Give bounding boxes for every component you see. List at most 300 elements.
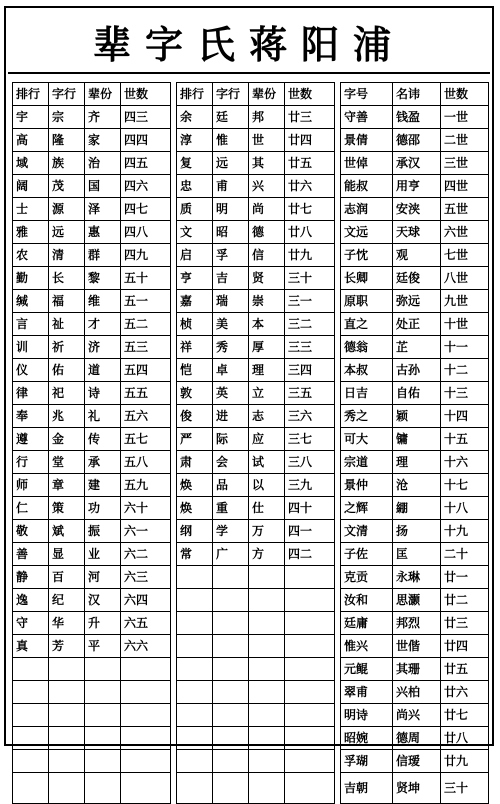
table-cell: [249, 681, 285, 704]
table-cell: 启: [177, 244, 213, 267]
table-cell: 族: [49, 152, 85, 175]
table-cell: 域: [13, 152, 49, 175]
table-cell: 真: [13, 635, 49, 658]
table-cell: 英: [213, 382, 249, 405]
table-cell: [213, 612, 249, 635]
table-cell: 十六: [441, 451, 489, 474]
table-cell: 十世: [441, 313, 489, 336]
table-cell: 子忱: [341, 244, 393, 267]
table-cell: 廿六: [285, 175, 335, 198]
table-row: [13, 520, 489, 543]
table-cell: 直之: [341, 313, 393, 336]
table-cell: [121, 681, 171, 704]
table-cell: 沧: [393, 474, 441, 497]
table-cell: [285, 658, 335, 681]
table-cell: 志润: [341, 198, 393, 221]
table-cell: 群: [85, 244, 121, 267]
table-cell: 传: [85, 428, 121, 451]
table-cell: [13, 704, 49, 727]
table-cell: [49, 658, 85, 681]
table-cell: 十二: [441, 359, 489, 382]
table-cell: [249, 773, 285, 804]
table-cell: 四九: [121, 244, 171, 267]
table-cell: 景倩: [341, 129, 393, 152]
table-cell: 瑞: [213, 290, 249, 313]
table-cell: 德翁: [341, 336, 393, 359]
table-cell: 嘉: [177, 290, 213, 313]
table-cell: 信: [249, 244, 285, 267]
table-cell: 守: [13, 612, 49, 635]
table-cell: 廿一: [441, 566, 489, 589]
table-cell: [85, 750, 121, 773]
table-cell: 训: [13, 336, 49, 359]
table-cell: 尚兴: [393, 704, 441, 727]
table-cell: [49, 773, 85, 804]
table-cell: 八世: [441, 267, 489, 290]
table-cell: 言: [13, 313, 49, 336]
table-cell: [177, 612, 213, 635]
table-cell: [13, 658, 49, 681]
table-cell: 甫: [213, 175, 249, 198]
table-cell: 昭: [213, 221, 249, 244]
table-cell: 严: [177, 428, 213, 451]
table-cell: 子佐: [341, 543, 393, 566]
table-cell: 才: [85, 313, 121, 336]
table-cell: [13, 727, 49, 750]
column-header: 世数: [285, 83, 335, 106]
table-cell: 明诗: [341, 704, 393, 727]
table-cell: 六五: [121, 612, 171, 635]
table-cell: [177, 566, 213, 589]
table-cell: 士: [13, 198, 49, 221]
table-cell: 廿五: [441, 658, 489, 681]
table-cell: 升: [85, 612, 121, 635]
table-cell: 德邵: [393, 129, 441, 152]
table-cell: 五十: [121, 267, 171, 290]
table-cell: 五四: [121, 359, 171, 382]
table-cell: 美: [213, 313, 249, 336]
table-cell: 匡: [393, 543, 441, 566]
table-cell: 俊: [177, 405, 213, 428]
table-cell: 律: [13, 382, 49, 405]
table-cell: 廿四: [441, 635, 489, 658]
table-row: [13, 290, 489, 313]
table-cell: 振: [85, 520, 121, 543]
table-cell: 六六: [121, 635, 171, 658]
table-cell: 处正: [393, 313, 441, 336]
table-cell: 廿三: [441, 612, 489, 635]
table-cell: 敦: [177, 382, 213, 405]
table-cell: [285, 681, 335, 704]
table-cell: 三十: [285, 267, 335, 290]
table-cell: 本叔: [341, 359, 393, 382]
table-cell: [285, 773, 335, 804]
table-cell: 世偕: [393, 635, 441, 658]
table-cell: 复: [177, 152, 213, 175]
table-cell: 四七: [121, 198, 171, 221]
table-cell: 仕: [249, 497, 285, 520]
table-cell: 三八: [285, 451, 335, 474]
table-row: [13, 244, 489, 267]
table-cell: 农: [13, 244, 49, 267]
table-cell: 五九: [121, 474, 171, 497]
table-cell: 元鲲: [341, 658, 393, 681]
table-row: [13, 405, 489, 428]
table-cell: 应: [249, 428, 285, 451]
table-cell: 三六: [285, 405, 335, 428]
table-cell: 四二: [285, 543, 335, 566]
column-header: 排行: [13, 83, 49, 106]
table-cell: [121, 658, 171, 681]
table-cell: [177, 773, 213, 804]
table-cell: 五二: [121, 313, 171, 336]
genealogy-table: [12, 82, 489, 804]
table-cell: [213, 750, 249, 773]
table-cell: 师: [13, 474, 49, 497]
table-cell: 承汉: [393, 152, 441, 175]
table-cell: 贤坤: [393, 773, 441, 804]
table-row: [13, 497, 489, 520]
table-cell: 吉: [213, 267, 249, 290]
table-row: [13, 451, 489, 474]
table-cell: 长: [49, 267, 85, 290]
table-cell: 章: [49, 474, 85, 497]
table-cell: 承: [85, 451, 121, 474]
table-row: [13, 727, 489, 750]
table-cell: [213, 681, 249, 704]
table-row: [13, 175, 489, 198]
table-cell: 汉: [85, 589, 121, 612]
table-cell: [249, 612, 285, 635]
table-cell: 十四: [441, 405, 489, 428]
table-cell: 贤: [249, 267, 285, 290]
table-cell: 三五: [285, 382, 335, 405]
table-cell: 济: [85, 336, 121, 359]
header-row: [13, 83, 489, 106]
table-cell: [85, 727, 121, 750]
table-cell: 桢: [177, 313, 213, 336]
table-row: [13, 566, 489, 589]
table-cell: 廿六: [441, 681, 489, 704]
table-row: [13, 152, 489, 175]
table-cell: 华: [49, 612, 85, 635]
table-cell: [285, 589, 335, 612]
table-cell: 自佑: [393, 382, 441, 405]
table-cell: 十九: [441, 520, 489, 543]
genealogy-page: [4, 6, 494, 795]
table-cell: 扬: [393, 520, 441, 543]
table-cell: 之辉: [341, 497, 393, 520]
table-cell: 六十: [121, 497, 171, 520]
table-cell: 逸: [13, 589, 49, 612]
table-cell: 道: [85, 359, 121, 382]
table-cell: 方: [249, 543, 285, 566]
table-cell: 三七: [285, 428, 335, 451]
table-cell: 清: [49, 244, 85, 267]
table-cell: 可大: [341, 428, 393, 451]
table-row: [13, 428, 489, 451]
table-cell: 五一: [121, 290, 171, 313]
table-cell: 廿二: [441, 589, 489, 612]
table-cell: [249, 727, 285, 750]
table-cell: 福: [49, 290, 85, 313]
table-cell: [177, 750, 213, 773]
table-cell: 廿九: [285, 244, 335, 267]
column-header: 字行: [213, 83, 249, 106]
table-cell: 信瑷: [393, 750, 441, 773]
table-cell: 六一: [121, 520, 171, 543]
table-cell: 河: [85, 566, 121, 589]
table-cell: 惠: [85, 221, 121, 244]
table-cell: 文清: [341, 520, 393, 543]
table-cell: 佑: [49, 359, 85, 382]
table-cell: [213, 658, 249, 681]
column-header: 世数: [121, 83, 171, 106]
table-cell: 钱盈: [393, 106, 441, 129]
table-cell: [85, 773, 121, 804]
table-cell: 广: [213, 543, 249, 566]
table-cell: 五五: [121, 382, 171, 405]
table-cell: 策: [49, 497, 85, 520]
column-header: 字号: [341, 83, 393, 106]
table-cell: 雅: [13, 221, 49, 244]
table-cell: 汝和: [341, 589, 393, 612]
table-cell: 崇: [249, 290, 285, 313]
table-cell: 堂: [49, 451, 85, 474]
table-cell: 惟兴: [341, 635, 393, 658]
table-cell: 三三: [285, 336, 335, 359]
table-cell: 能叔: [341, 175, 393, 198]
table-cell: 百: [49, 566, 85, 589]
table-cell: 安浃: [393, 198, 441, 221]
table-cell: [213, 635, 249, 658]
table-cell: 思灏: [393, 589, 441, 612]
table-cell: 斌: [49, 520, 85, 543]
table-cell: 缄: [13, 290, 49, 313]
table-cell: 进: [213, 405, 249, 428]
table-cell: 四四: [121, 129, 171, 152]
table-cell: 廿七: [441, 704, 489, 727]
table-cell: [121, 750, 171, 773]
table-cell: [85, 681, 121, 704]
table-cell: 吉朝: [341, 773, 393, 804]
table-cell: 德周: [393, 727, 441, 750]
table-row: [13, 129, 489, 152]
table-cell: 原职: [341, 290, 393, 313]
table-row: [13, 267, 489, 290]
table-cell: 远: [49, 221, 85, 244]
table-cell: 祥: [177, 336, 213, 359]
table-cell: 用亨: [393, 175, 441, 198]
table-cell: 惟: [213, 129, 249, 152]
table-cell: 廿八: [285, 221, 335, 244]
table-cell: 二十: [441, 543, 489, 566]
table-cell: 颖: [393, 405, 441, 428]
table-cell: [177, 704, 213, 727]
table-cell: 弥远: [393, 290, 441, 313]
table-cell: [121, 727, 171, 750]
table-cell: 常: [177, 543, 213, 566]
table-cell: 厚: [249, 336, 285, 359]
table-cell: 古孙: [393, 359, 441, 382]
table-cell: 功: [85, 497, 121, 520]
table-cell: 五六: [121, 405, 171, 428]
table-row: [13, 106, 489, 129]
table-cell: 淳: [177, 129, 213, 152]
table-cell: 一世: [441, 106, 489, 129]
table-cell: [285, 704, 335, 727]
table-cell: 芳: [49, 635, 85, 658]
table-row: [13, 359, 489, 382]
column-header: 排行: [177, 83, 213, 106]
table-cell: [285, 612, 335, 635]
table-cell: 焕: [177, 474, 213, 497]
table-cell: 五世: [441, 198, 489, 221]
table-cell: 綳: [393, 497, 441, 520]
table-cell: 遵: [13, 428, 49, 451]
table-cell: 秀之: [341, 405, 393, 428]
table-cell: 世倬: [341, 152, 393, 175]
table-cell: 祈: [49, 336, 85, 359]
table-cell: [85, 704, 121, 727]
table-cell: 阔: [13, 175, 49, 198]
table-cell: 学: [213, 520, 249, 543]
table-cell: [177, 658, 213, 681]
table-row: [13, 589, 489, 612]
table-cell: 忠: [177, 175, 213, 198]
table-cell: [249, 635, 285, 658]
table-row: [13, 543, 489, 566]
table-cell: 九世: [441, 290, 489, 313]
table-cell: 本: [249, 313, 285, 336]
table-cell: 二世: [441, 129, 489, 152]
table-cell: 建: [85, 474, 121, 497]
table-cell: [285, 566, 335, 589]
table-cell: [49, 750, 85, 773]
table-cell: 天球: [393, 221, 441, 244]
table-cell: 余: [177, 106, 213, 129]
table-cell: 会: [213, 451, 249, 474]
table-cell: [285, 727, 335, 750]
table-cell: 十五: [441, 428, 489, 451]
table-cell: 镛: [393, 428, 441, 451]
table-cell: 际: [213, 428, 249, 451]
table-cell: [13, 681, 49, 704]
table-cell: 孚: [213, 244, 249, 267]
table-row: [13, 658, 489, 681]
table-cell: 品: [213, 474, 249, 497]
table-cell: 三世: [441, 152, 489, 175]
table-cell: 平: [85, 635, 121, 658]
table-cell: 试: [249, 451, 285, 474]
table-cell: [49, 681, 85, 704]
table-cell: 纲: [177, 520, 213, 543]
table-cell: 廷俊: [393, 267, 441, 290]
table-cell: 邦: [249, 106, 285, 129]
table-cell: 远: [213, 152, 249, 175]
table-cell: 孚瑚: [341, 750, 393, 773]
table-cell: 四一: [285, 520, 335, 543]
table-row: [13, 198, 489, 221]
table-cell: 文: [177, 221, 213, 244]
table-cell: [49, 704, 85, 727]
page-title: 辈字氏蒋阳浦: [8, 10, 490, 74]
table-cell: 质: [177, 198, 213, 221]
table-row: [13, 773, 489, 804]
table-cell: 恺: [177, 359, 213, 382]
column-header: 名讳: [393, 83, 441, 106]
table-cell: 廿八: [441, 727, 489, 750]
table-cell: 焕: [177, 497, 213, 520]
table-cell: 家: [85, 129, 121, 152]
table-cell: 世: [249, 129, 285, 152]
table-cell: 邦烈: [393, 612, 441, 635]
table-cell: 奉: [13, 405, 49, 428]
table-cell: [285, 750, 335, 773]
table-row: [13, 635, 489, 658]
table-cell: 立: [249, 382, 285, 405]
table-cell: 兴: [249, 175, 285, 198]
table-cell: [249, 704, 285, 727]
table-cell: [177, 635, 213, 658]
table-row: [13, 336, 489, 359]
table-cell: 重: [213, 497, 249, 520]
table-cell: 廿七: [285, 198, 335, 221]
table-cell: 文远: [341, 221, 393, 244]
table-row: [13, 221, 489, 244]
table-cell: 隆: [49, 129, 85, 152]
table-cell: 三九: [285, 474, 335, 497]
table-cell: 明: [213, 198, 249, 221]
table-cell: [177, 589, 213, 612]
table-cell: 尚: [249, 198, 285, 221]
table-cell: 五八: [121, 451, 171, 474]
table-cell: 理: [393, 451, 441, 474]
table-cell: 仁: [13, 497, 49, 520]
table-cell: 万: [249, 520, 285, 543]
table-cell: 其珊: [393, 658, 441, 681]
table-cell: 金: [49, 428, 85, 451]
table-cell: [213, 727, 249, 750]
table-cell: 芷: [393, 336, 441, 359]
table-cell: 四八: [121, 221, 171, 244]
table-row: [13, 612, 489, 635]
table-cell: 勤: [13, 267, 49, 290]
table-cell: 三二: [285, 313, 335, 336]
table-cell: 高: [13, 129, 49, 152]
table-cell: 纪: [49, 589, 85, 612]
table-cell: 显: [49, 543, 85, 566]
table-cell: [85, 658, 121, 681]
table-cell: 廿五: [285, 152, 335, 175]
table-cell: 以: [249, 474, 285, 497]
table-cell: 五三: [121, 336, 171, 359]
table-cell: [249, 589, 285, 612]
table-cell: 观: [393, 244, 441, 267]
table-cell: [49, 727, 85, 750]
table-cell: 廿九: [441, 750, 489, 773]
table-cell: 仪: [13, 359, 49, 382]
table-cell: [249, 566, 285, 589]
table-cell: 四十: [285, 497, 335, 520]
table-cell: 十一: [441, 336, 489, 359]
table-cell: 十三: [441, 382, 489, 405]
table-cell: [121, 704, 171, 727]
column-header: 辈份: [85, 83, 121, 106]
table-cell: 祉: [49, 313, 85, 336]
table-cell: 齐: [85, 106, 121, 129]
table-row: [13, 382, 489, 405]
